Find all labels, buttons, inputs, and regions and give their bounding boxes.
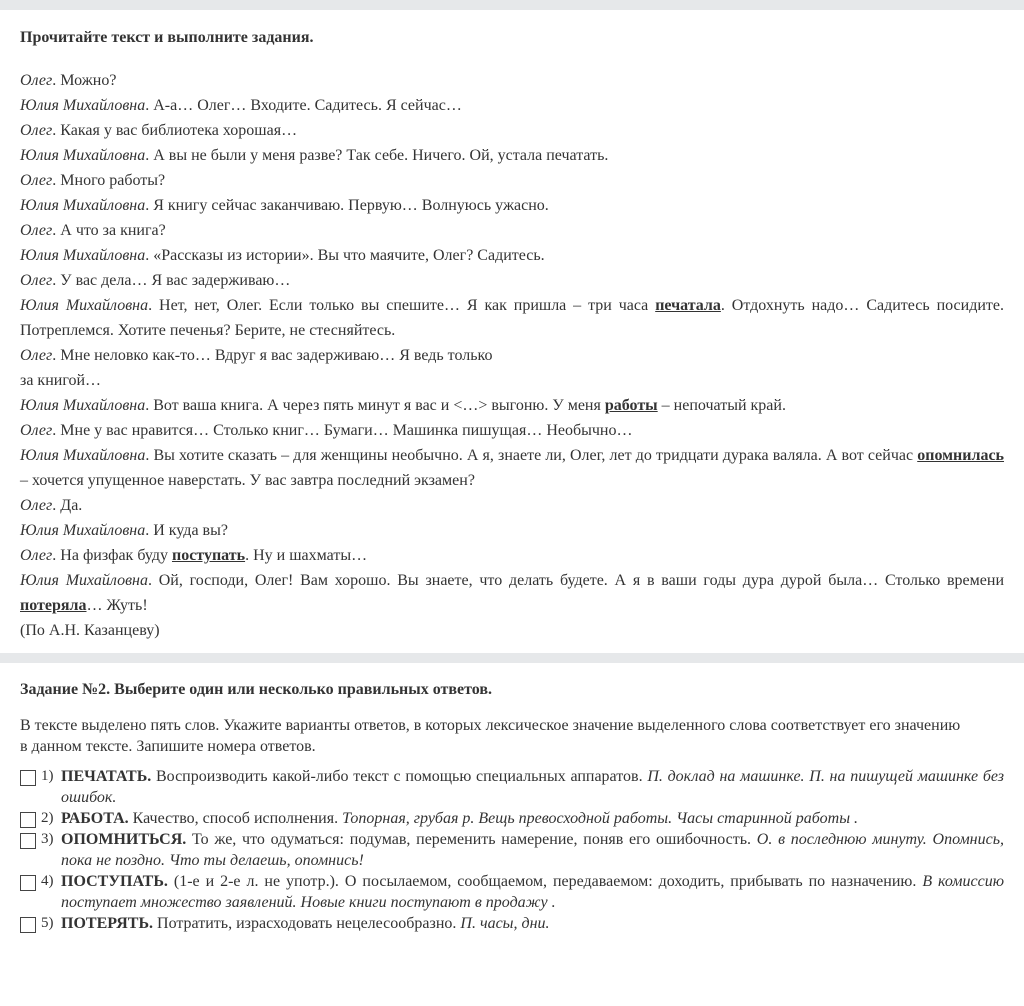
task-instruction (20, 715, 1004, 757)
dialog-line: Юлия Михайловна. Я книгу сейчас заканчиваю. Первую… Волнуюсь ужасно. (20, 197, 549, 214)
speaker-name: Юлия Михайловна (20, 397, 146, 414)
line-text: Много работы? (56, 172, 166, 189)
dialog-line: Юлия Михайловна. Нет, нет, Олег. Если только вы спешите… Я как пришла – три часа печатала. Отдохнуть надо… Садитесь посидите. Потреплемся. Хотите печенья? Берите, не стесняйтесь. (20, 297, 1005, 339)
dialog-line: Олег. А что за книга? (20, 222, 166, 239)
option-definition: (1-е и 2-е л. не употр.). О посылаемом, сообщаемом, передаваемом: доходить, прибывать по назначению. (167, 873, 923, 890)
speaker-name: Олег (20, 72, 53, 89)
option-definition: То же, что одуматься: подумав, переменить намерение, поняв его ошибочность. (186, 831, 757, 848)
option-text (61, 913, 1004, 934)
option-example: В комиссию поступает множество заявлений. Новые книги поступают в продажу . (61, 873, 1005, 911)
task-heading: Задание №2. Выберите один или несколько правильных ответов. (20, 681, 493, 698)
line-text: На физфак буду (56, 547, 172, 564)
speaker-name: Олег (20, 122, 53, 139)
dialog-line: Олег. На физфак буду поступать. Ну и шахматы… (20, 547, 368, 564)
top-divider (0, 0, 1024, 10)
option-checkbox[interactable] (20, 770, 36, 786)
line-text: Вы хотите сказать – для женщины необычно. А я, знаете ли, Олег, лет до тридцати дурака валяла. А вот сейчас (149, 447, 918, 464)
option-lead (20, 913, 61, 934)
speaker-name: Олег (20, 547, 53, 564)
option-example: О. в последнюю минуту. Опомнись, пока не поздно. Что ты делаешь, опомнись! (61, 831, 1005, 869)
line-text: А что за книга? (56, 222, 166, 239)
option-text (61, 808, 1004, 829)
option-definition: Потратить, израсходовать нецелесообразно. (153, 915, 461, 932)
dialog-line: Юлия Михайловна. А вы не были у меня разве? Так себе. Ничего. Ой, устала печатать. (20, 147, 609, 164)
option-number: 5) (41, 915, 54, 931)
option-definition: Качество, способ исполнения. (128, 810, 343, 827)
option-word: РАБОТА. (61, 810, 129, 827)
option-text (61, 766, 1004, 808)
highlighted-word: потеряла (20, 597, 87, 614)
line-text: Ой, господи, Олег! Вам хорошо. Вы знаете, что делать будете. А я в ваши годы дура дурой была… Столько времени (151, 572, 1005, 589)
dialog-line: Юлия Михайловна. Вы хотите сказать – для женщины необычно. А я, знаете ли, Олег, лет до тридцати дурака валяла. А вот сейчас опомнилась – хочется упущенное наверстать. У вас завтра последний экзамен? (20, 447, 1005, 489)
option-checkbox[interactable] (20, 875, 36, 891)
line-text: А-а… Олег… Входите. Садитесь. Я сейчас… (149, 97, 462, 114)
answer-option[interactable] (20, 766, 1004, 808)
highlighted-word: работы (604, 397, 658, 414)
line-text-continued: – непочатый край. (657, 397, 786, 414)
speaker-name: Олег (20, 422, 53, 439)
dialog-line: Юлия Михайловна. Ой, господи, Олег! Вам хорошо. Вы знаете, что делать будете. А я в ваши годы дура дурой была… Столько времени потеряла… Жуть! (20, 572, 1005, 614)
dialog-line: Олег. Какая у вас библиотека хорошая… (20, 122, 298, 139)
dialog-text-line (20, 368, 1004, 393)
dialog-line: Олег. У вас дела… Я вас задерживаю… (20, 272, 291, 289)
option-lead (20, 871, 61, 892)
line-text: Да. (56, 497, 83, 514)
task-section (0, 663, 1024, 934)
line-text: Какая у вас библиотека хорошая… (56, 122, 298, 139)
answer-option[interactable] (20, 913, 1004, 934)
speaker-name: Юлия Михайловна (20, 97, 146, 114)
option-checkbox[interactable] (20, 833, 36, 849)
option-example: П. часы, дни. (460, 915, 550, 932)
line-text: Мне у вас нравится… Столько книг… Бумаги… Машинка пишущая… Необычно… (56, 422, 633, 439)
dialog-line: Юлия Михайловна. А-а… Олег… Входите. Садитесь. Я сейчас… (20, 97, 462, 114)
speaker-name: Юлия Михайловна (20, 247, 146, 264)
option-checkbox[interactable] (20, 917, 36, 933)
answer-option[interactable] (20, 829, 1004, 871)
speaker-name: Юлия Михайловна (20, 447, 146, 464)
speaker-name: Юлия Михайловна (20, 147, 146, 164)
dialog-line: Олег. Мне неловко как-то… Вдруг я вас задерживаю… Я ведь только (20, 347, 493, 364)
option-word: ОПОМНИТЬСЯ. (61, 831, 187, 848)
speaker-name: Юлия Михайловна (20, 197, 146, 214)
line-text-continued: – хочется упущенное наверстать. У вас завтра последний экзамен? (20, 472, 475, 489)
option-definition: Воспроизводить какой-либо текст с помощью специальных аппаратов. (151, 768, 648, 785)
option-lead (20, 829, 61, 850)
line-text: У вас дела… Я вас задерживаю… (56, 272, 291, 289)
speaker-name: Олег (20, 172, 53, 189)
speaker-name: Олег (20, 272, 53, 289)
dialog-line: Олег. Мне у вас нравится… Столько книг… Бумаги… Машинка пишущая… Необычно… (20, 422, 633, 439)
option-checkbox[interactable] (20, 812, 36, 828)
option-number: 4) (41, 873, 54, 889)
option-word: ПОСТУПАТЬ. (61, 873, 168, 890)
option-example: Топорная, грубая р. Вещь превосходной работы. Часы старинной работы . (342, 810, 859, 827)
line-text: (По А.Н. Казанцеву) (20, 622, 160, 639)
answer-options (20, 766, 1004, 934)
highlighted-word: поступать (171, 547, 246, 564)
option-lead (20, 766, 61, 787)
speaker-name: Юлия Михайловна (20, 297, 149, 314)
option-text (61, 871, 1004, 913)
speaker-name: Олег (20, 347, 53, 364)
reading-section (0, 10, 1024, 643)
speaker-name: Олег (20, 497, 53, 514)
line-text-continued: . Отдохнуть надо… Садитесь посидите. Потреплемся. Хотите печенья? Берите, не стесняйтесь. (20, 297, 1005, 339)
highlighted-word: печатала (655, 297, 721, 314)
line-text-continued: . Ну и шахматы… (245, 547, 368, 564)
speaker-name: Олег (20, 222, 53, 239)
line-text: И куда вы? (149, 522, 228, 539)
speaker-name: Юлия Михайловна (20, 522, 146, 539)
dialog-line: Олег. Да. (20, 497, 83, 514)
line-text: Вот ваша книга. А через пять минут я вас и <…> выгоню. У меня (149, 397, 605, 414)
dialog-line: Юлия Михайловна. «Рассказы из истории». Вы что маячите, Олег? Садитесь. (20, 247, 545, 264)
dialog-line: Юлия Михайловна. Вот ваша книга. А через пять минут я вас и <…> выгоню. У меня работы – непочатый край. (20, 397, 786, 414)
line-text: Нет, нет, Олег. Если только вы спешите… Я как пришла – три часа (152, 297, 656, 314)
line-text: за книгой… (20, 372, 102, 389)
instruction-part-1: В тексте выделено пять слов. Укажите варианты ответов, в которых лексическое значение выделенного слова соответствует его значению (20, 717, 961, 734)
highlighted-word: опомнилась (917, 447, 1005, 464)
option-word: ПЕЧАТАТЬ. (61, 768, 152, 785)
option-number: 1) (41, 768, 54, 784)
answer-option[interactable] (20, 871, 1004, 913)
option-word: ПОТЕРЯТЬ. (61, 915, 154, 932)
dialog-line: Юлия Михайловна. И куда вы? (20, 522, 228, 539)
option-text (61, 829, 1004, 871)
dialog-line: Олег. Много работы? (20, 172, 166, 189)
dialog-line: Олег. Можно? (20, 72, 117, 89)
option-number: 3) (41, 831, 54, 847)
line-text: А вы не были у меня разве? Так себе. Ничего. Ой, устала печатать. (149, 147, 609, 164)
line-text-continued: … Жуть! (86, 597, 148, 614)
line-text: Можно? (56, 72, 117, 89)
dialog-text-line (20, 618, 1004, 643)
line-text: Мне неловко как-то… Вдруг я вас задерживаю… Я ведь только (56, 347, 493, 364)
option-number: 2) (41, 810, 54, 826)
speaker-name: Юлия Михайловна (20, 572, 148, 589)
line-text: Я книгу сейчас заканчиваю. Первую… Волнуюсь ужасно. (149, 197, 549, 214)
answer-option[interactable] (20, 808, 1004, 829)
option-lead (20, 808, 61, 829)
section-divider (0, 653, 1024, 663)
instruction-part-2: в данном тексте. Запишите номера ответов. (20, 738, 316, 755)
reading-heading: Прочитайте текст и выполните задания. (20, 29, 314, 46)
line-text: «Рассказы из истории». Вы что маячите, Олег? Садитесь. (149, 247, 545, 264)
option-example: П. доклад на машинке. П. на пишущей машинке без ошибок. (61, 768, 1004, 806)
dialog-text (20, 68, 1004, 643)
